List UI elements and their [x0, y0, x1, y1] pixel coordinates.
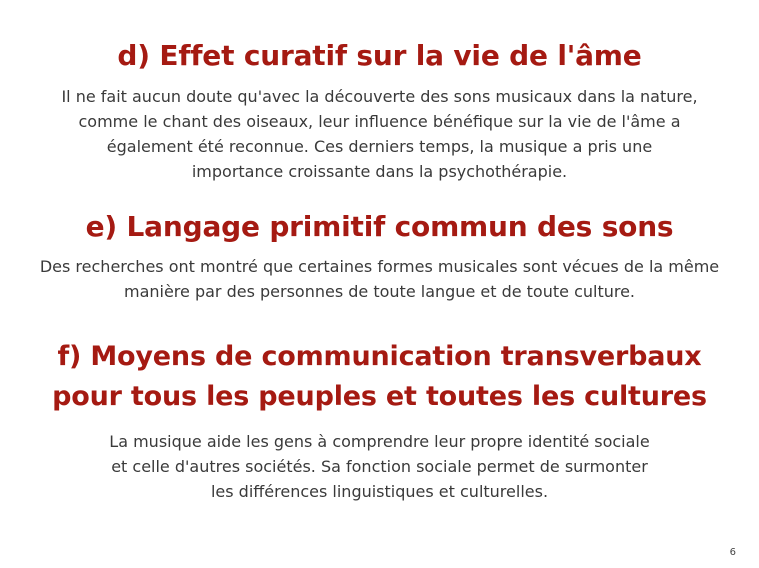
section-heading: f) Moyens de communication transverbaux pour tous les peuples et toutes les cultures: [52, 341, 707, 412]
section-paragraph: La musique aide les gens à comprendre leur propre identité sociale et celle d'autres sociétés. Sa fonction sociale permet de surmonter les différences linguistiques et culturelles.: [109, 432, 650, 501]
section-d: [0, 36, 759, 184]
section-heading: e) Langage primitif commun des sons: [85, 210, 674, 243]
section-f: [0, 337, 759, 504]
section-e: [0, 206, 759, 304]
section-paragraph: Des recherches ont montré que certaines formes musicales sont vécues de la même manière par des personnes de toute langue et de toute culture.: [39, 257, 720, 301]
section-heading: d) Effet curatif sur la vie de l'âme: [117, 39, 642, 72]
page-number: 6: [729, 547, 736, 558]
section-paragraph: Il ne fait aucun doute qu'avec la découverte des sons musicaux dans la nature, comme le chant des oiseaux, leur influence bénéfique sur la vie de l'âme a également été reconnue. Ces derniers temps, la musique a pris une importance croissante dans la psychothérapie.: [61, 87, 698, 181]
